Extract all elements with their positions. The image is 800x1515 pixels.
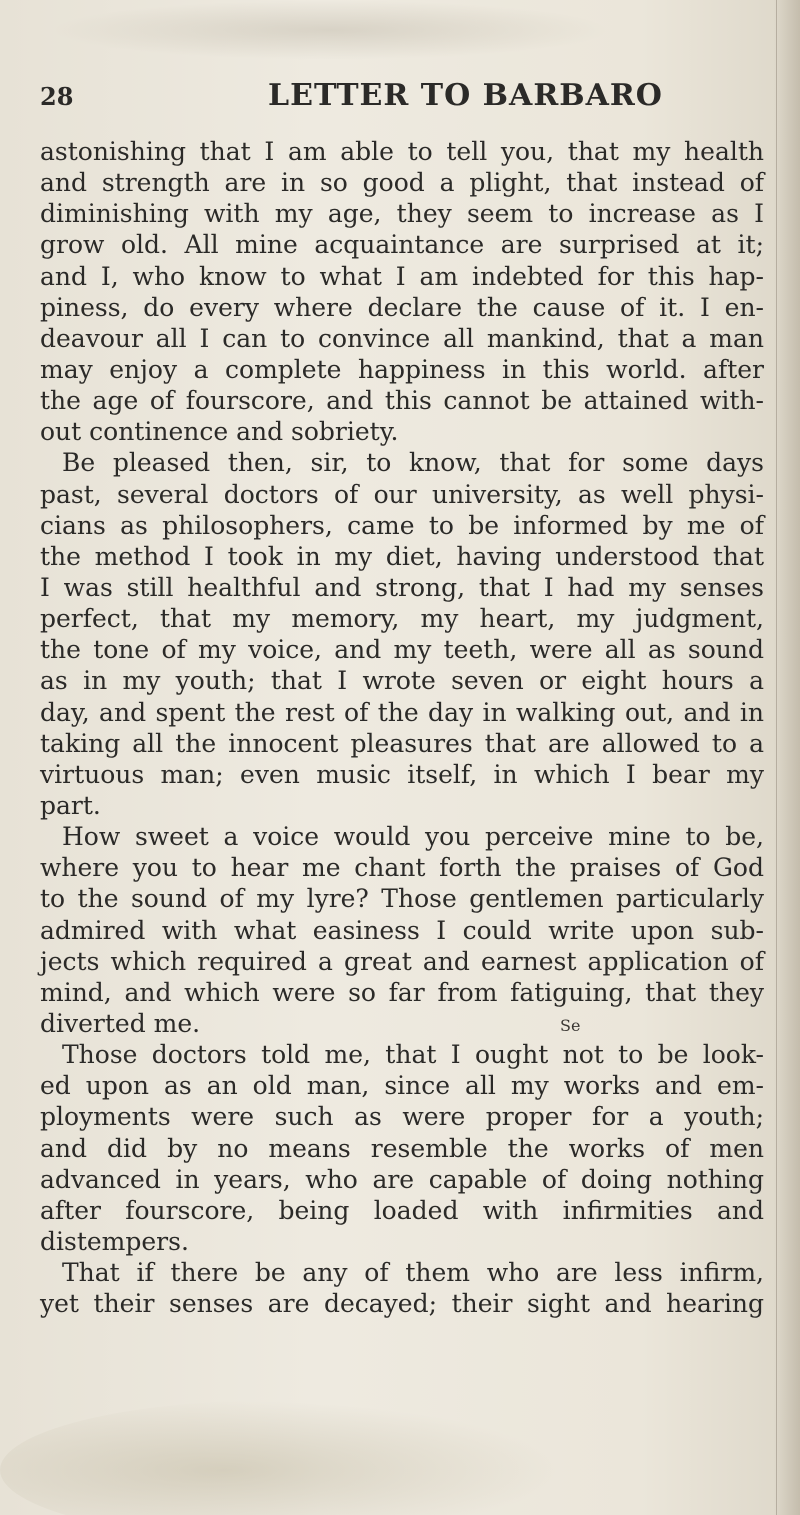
paragraph-end-line: distempers.: [40, 1226, 189, 1256]
text-line: the tone of my voice, and my teeth, were all as sound: [40, 635, 764, 665]
text-line: ployments were such as were proper for a youth;: [40, 1102, 764, 1132]
text-line: ed upon as an old man, since all my works and em-: [40, 1071, 764, 1101]
text-line: the method I took in my diet, having understood that: [40, 541, 764, 571]
text-line: grow old. All mine acquaintance are surprised at it;: [40, 230, 764, 260]
text-line: and strength are in so good a plight, that instead of: [40, 168, 764, 198]
page-number: 28: [40, 82, 74, 111]
paragraph-start-line: How sweet a voice would you perceive mine to be,: [62, 822, 764, 852]
page-fold-line: [776, 0, 777, 1515]
paragraph-end-line: out continence and sobriety.: [40, 417, 399, 447]
text-line: I was still healthful and strong, that I had my senses: [40, 572, 764, 602]
text-line: after fourscore, being loaded with infirmities and: [40, 1195, 764, 1225]
text-line: astonishing that I am able to tell you, that my health: [40, 137, 764, 166]
text-line: and did by no means resemble the works of men: [40, 1133, 764, 1163]
text-line: piness, do every where declare the cause of it. I en-: [40, 292, 764, 322]
paragraph-start-line: Those doctors told me, that I ought not to be look-: [62, 1040, 764, 1070]
text-line: to the sound of my lyre? Those gentlemen particularly: [40, 884, 764, 914]
paragraph-start-line: That if there be any of them who are less infirm,: [62, 1258, 764, 1288]
text-line: taking all the innocent pleasures that are allowed to a: [40, 728, 764, 758]
text-line: as in my youth; that I wrote seven or eight hours a: [40, 666, 764, 696]
text-line: jects which required a great and earnest application of: [40, 946, 764, 976]
text-line: mind, and which were so far from fatiguing, that they: [40, 977, 764, 1007]
signature-mark: Se: [560, 1016, 581, 1035]
page-header: [40, 78, 760, 112]
page-edge-shadow: [774, 0, 800, 1515]
text-line: advanced in years, who are capable of doing nothing: [40, 1164, 764, 1194]
paragraph-end-line: part.: [40, 790, 101, 820]
text-line: diminishing with my age, they seem to increase as I: [40, 199, 764, 229]
text-line: past, several doctors of our university, as well physi-: [40, 479, 764, 509]
text-line: the age of fourscore, and this cannot be attained with-: [40, 386, 764, 416]
text-line: admired with what easiness I could write upon sub-: [40, 915, 764, 945]
paragraph-start-line: Be pleased then, sir, to know, that for some days: [62, 448, 764, 478]
text-line: perfect, that my memory, my heart, my judgment,: [40, 604, 764, 634]
text-line: day, and spent the rest of the day in walking out, and in: [40, 697, 764, 727]
text-line: and I, who know to what I am indebted for this hap-: [40, 261, 764, 291]
text-line: may enjoy a complete happiness in this world. after: [40, 354, 764, 384]
paper-stain-top: [50, 0, 610, 60]
body-text: [40, 136, 764, 1319]
text-line: deavour all I can to convince all mankind, that a man: [40, 323, 764, 353]
running-head: LETTER TO BARBARO: [268, 78, 663, 113]
text-line: cians as philosophers, came to be informed by me of: [40, 510, 764, 540]
text-line: where you to hear me chant forth the praises of God: [40, 853, 764, 883]
paper-stain-bottom: [0, 1400, 560, 1515]
text-line: yet their senses are decayed; their sight and hearing: [40, 1289, 764, 1319]
paragraph-end-line: diverted me.: [40, 1008, 201, 1038]
text-line: virtuous man; even music itself, in which I bear my: [40, 759, 764, 789]
